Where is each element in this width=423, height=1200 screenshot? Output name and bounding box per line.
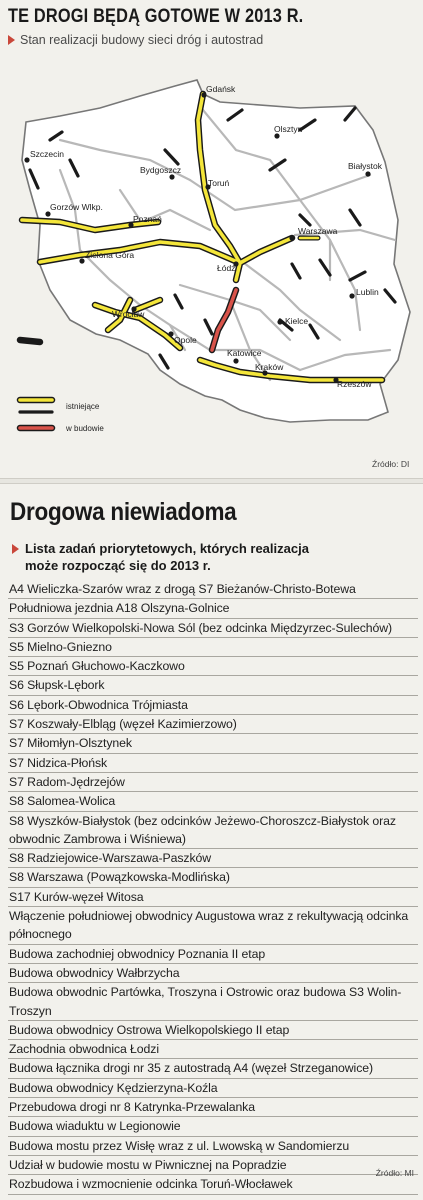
list-item: S17 Kurów-węzeł Witosa bbox=[8, 888, 418, 907]
list-item: A4 Wieliczka-Szarów wraz z drogą S7 Bieżanów-Christo-Botewa bbox=[8, 580, 418, 599]
city-label: Kraków bbox=[255, 362, 284, 372]
list-item: Budowa mostu przez Wisłę wraz z ul. Lwowską w Sandomierzu bbox=[8, 1137, 418, 1156]
city-label: Rzeszów bbox=[337, 379, 372, 389]
list-item: Budowa obwodnicy Kędzierzyna-Koźla bbox=[8, 1079, 418, 1098]
list-item: Włączenie południowej obwodnicy Augustowa wraz z rekultywacją odcinka północnego bbox=[8, 907, 418, 945]
list-item: Budowa zachodniej obwodnicy Poznania II etap bbox=[8, 945, 418, 964]
list-item: S5 Poznań Głuchowo-Kaczkowo bbox=[8, 657, 418, 676]
list-item: S3 Gorzów Wielkopolski-Nowa Sól (bez odcinka Międzyrzec-Sulechów) bbox=[8, 619, 418, 638]
city-label: Gorzów Wlkp. bbox=[50, 202, 103, 212]
list-source: Źródło: MI bbox=[375, 1168, 414, 1178]
list-item: Budowa wiaduktu w Legionowie bbox=[8, 1117, 418, 1136]
city-label: Szczecin bbox=[30, 149, 65, 159]
map-legend bbox=[20, 400, 104, 433]
legend-existing-label: istniejące bbox=[66, 402, 100, 411]
city-label: Lublin bbox=[356, 287, 379, 297]
list-subtitle-line2: może rozpocząć się do 2013 r. bbox=[25, 558, 211, 573]
list-item: Udział w budowie mostu w Piwnicznej na Popradzie bbox=[8, 1156, 418, 1175]
city-label: Gdańsk bbox=[206, 84, 236, 94]
list-item: Rozbudowa i wzmocnienie odcinka Toruń-Włocławek bbox=[8, 1175, 418, 1194]
list-item: S7 Miłomłyn-Olsztynek bbox=[8, 734, 418, 753]
map-source: Źródło: DI bbox=[372, 459, 410, 469]
list-item: S5 Mielno-Gniezno bbox=[8, 638, 418, 657]
legend-building-label: w budowie bbox=[66, 424, 104, 433]
poland-road-map bbox=[0, 50, 423, 475]
city-label: Białystok bbox=[348, 161, 383, 171]
list-item: Budowa obwodnic Partówka, Troszyna i Ostrowic oraz budowa S3 Wolin-Troszyn bbox=[8, 983, 418, 1021]
list-item: S6 Słupsk-Lębork bbox=[8, 676, 418, 695]
city-label: Poznań bbox=[133, 214, 162, 224]
map-title: TE DROGI BĘDĄ GOTOWE W 2013 R. bbox=[8, 6, 304, 27]
triangle-bullet-icon bbox=[8, 35, 15, 45]
list-subtitle bbox=[12, 540, 412, 574]
map-subtitle: Stan realizacji budowy sieci dróg i autostrad bbox=[20, 33, 264, 47]
map-section bbox=[0, 0, 423, 478]
list-item: Przebudowa drogi nr 8 Katrynka-Przewalanka bbox=[8, 1098, 418, 1117]
priority-task-list bbox=[8, 580, 418, 1195]
city-label: Katowice bbox=[227, 348, 262, 358]
city-label: Opole bbox=[174, 335, 197, 345]
list-item: S6 Lębork-Obwodnica Trójmiasta bbox=[8, 696, 418, 715]
list-item: S8 Wyszków-Białystok (bez odcinków Jeżewo-Choroszcz-Białystok oraz obwodnic Zambrowa i Wiśniewa) bbox=[8, 812, 418, 850]
list-title: Drogowa niewiadoma bbox=[10, 498, 237, 526]
triangle-bullet-icon bbox=[12, 544, 19, 554]
city-label: Olsztyn bbox=[274, 124, 303, 134]
list-item: Budowa obwodnicy Ostrowa Wielkopolskiego II etap bbox=[8, 1021, 418, 1040]
list-subtitle-line1: Lista zadań priorytetowych, których realizacja bbox=[25, 541, 309, 556]
city-label: Wrocław bbox=[112, 309, 145, 319]
map-subtitle-row bbox=[8, 33, 263, 47]
list-item: S7 Koszwały-Elbląg (węzeł Kazimierzowo) bbox=[8, 715, 418, 734]
city-label: Toruń bbox=[208, 178, 230, 188]
city-label: Bydgoszcz bbox=[140, 165, 182, 175]
list-item: S7 Nidzica-Płońsk bbox=[8, 754, 418, 773]
list-item: S7 Radom-Jędrzejów bbox=[8, 773, 418, 792]
list-item: S8 Warszawa (Powązkowska-Modlińska) bbox=[8, 868, 418, 887]
list-section bbox=[0, 484, 423, 1200]
city-label: Kielce bbox=[285, 316, 309, 326]
list-item: S8 Radziejowice-Warszawa-Paszków bbox=[8, 849, 418, 868]
list-item: S8 Salomea-Wolica bbox=[8, 792, 418, 811]
list-item: Zachodnia obwodnica Łodzi bbox=[8, 1040, 418, 1059]
list-item: Budowa obwodnicy Wałbrzycha bbox=[8, 964, 418, 983]
city-label: Łódź bbox=[217, 263, 236, 273]
city-label: Warszawa bbox=[298, 226, 338, 236]
city-label: Zielona Góra bbox=[85, 250, 135, 260]
list-item: Budowa łącznika drogi nr 35 z autostradą A4 (węzeł Strzeganowice) bbox=[8, 1059, 418, 1078]
list-item: Południowa jezdnia A18 Olszyna-Golnice bbox=[8, 599, 418, 618]
